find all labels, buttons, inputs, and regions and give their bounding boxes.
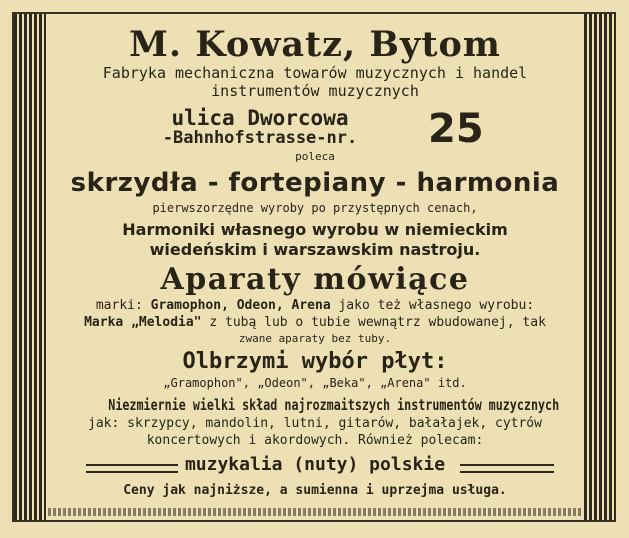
- street-line-2: -Bahnhofstrasse-nr.: [162, 128, 358, 148]
- right-decorative-rail: [584, 14, 616, 520]
- brands-line-2: [50, 315, 580, 330]
- subtitle-line-2: instrumentów muzycznych: [211, 82, 419, 100]
- brands-prefix: marki:: [95, 298, 143, 313]
- brands-line-1: [50, 298, 580, 313]
- company-title: M. Kowatz, Bytom: [129, 24, 501, 65]
- left-decorative-rail: [14, 14, 46, 520]
- aparaty-headline: Aparaty mówiące: [160, 262, 470, 297]
- quality-text: pierwszorzędne wyroby po przystępnych cenach,: [152, 201, 478, 215]
- brands-list: Gramophon, Odeon, Arena: [150, 298, 331, 313]
- melodia-brand: Marka „Melodia": [84, 315, 202, 330]
- brands-line-2-rest: z tubą lub o tubie wewnątrz wbudowanej, tak: [209, 315, 546, 330]
- bottom-decorative-band: [48, 508, 583, 516]
- harmonica-line-2: wiedeńskim i warszawskim nastroju.: [149, 240, 481, 259]
- instruments-line-1: jak: skrzypcy, mandolin, lutni, gitarów, bałałajek, cytrów: [88, 416, 542, 431]
- record-labels: „Gramophon", „Odeon", „Beka", „Arena" itd.: [163, 376, 467, 390]
- poleca-text: poleca: [295, 150, 335, 163]
- closing-slogan: Ceny jak najniższe, a sumienna i uprzejma usługa.: [123, 483, 507, 498]
- harmonica-line-1: Harmoniki własnego wyrobu w niemieckim: [122, 220, 508, 239]
- street-number: 25: [428, 106, 484, 152]
- sheet-music-headline: muzykalia (nuty) polskie: [184, 454, 446, 475]
- advertisement: [50, 18, 580, 508]
- records-headline: Olbrzymi wybór płyt:: [182, 349, 448, 374]
- store-headline: Niezmiernie wielki skład najrozmaitszych instrumentów muzycznych: [108, 396, 560, 414]
- brands-suffix: jako też własnego wyrobu:: [338, 298, 535, 313]
- brands-line-3: zwane aparaty bez tuby.: [238, 332, 392, 345]
- products-headline: skrzydła - fortepiany - harmonia: [70, 168, 560, 198]
- instruments-line-2: koncertowych i akordowych. Również polecam:: [146, 433, 484, 448]
- street-line-1: ulica Dworcowa: [171, 106, 349, 130]
- subtitle-line-1: Fabryka mechaniczna towarów muzycznych i handel: [102, 64, 528, 82]
